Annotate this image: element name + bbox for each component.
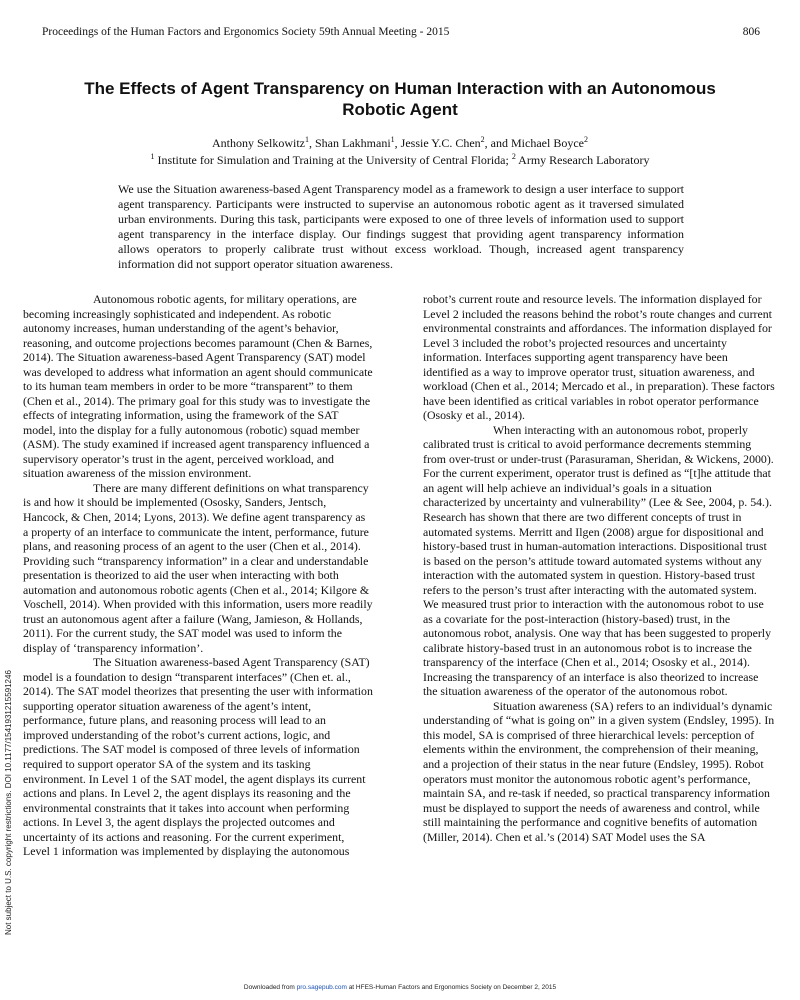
author-affil-mark: 1	[305, 135, 309, 144]
footer-link[interactable]: pro.sagepub.com	[296, 984, 347, 991]
author-separator: ,	[394, 136, 401, 150]
affil-mark: 1	[150, 152, 155, 161]
body-paragraph: When interacting with an autonomous robot, properly calibrated trust is critical to avoid performance decrements stemming from over-trust or under-trust (Parasuraman, Sheridan, & Wickens, 2000). For the current experiment, operator trust is defined as “[t]he attitude that an agent will help achieve an individual’s goals in a situation characterized by uncertainty and vulnerability” (Lee & See, 2004, p. 54.). Research has shown that there are two different concepts of trust in automated systems. Merritt and Ilgen (2008) argue for dispositional and history-based trust in human-automation interactions. Dispositional trust is based on the person’s attitude toward automated systems without any interaction with the automated system in question. History-based trust refers to the person’s trust after interacting with the automated system. We measured trust prior to interaction with the autonomous robot to use as a covariate for the post-interaction (history-based) trust, in the autonomous robot, analysis. One way that has been suggested to properly calibrate history-based trust in an autonomous robot is to increase the transparency of the interface (Chen et al., 2014; Ososky et al., 2014). Increasing the transparency of an interface is also theorized to increase the situation awareness of the operator of the autonomous robot.	[423, 422, 774, 699]
affiliation-text: Institute for Simulation and Training at the University of Central Florida;	[154, 153, 512, 167]
affil-mark: 2	[511, 152, 516, 161]
author-name: Shan Lakhmani	[315, 136, 391, 150]
author-separator: , and	[484, 136, 511, 150]
running-head: Proceedings of the Human Factors and Ergonomics Society 59th Annual Meeting - 2015	[42, 26, 450, 38]
right-column	[423, 292, 775, 844]
body-paragraph: Situation awareness (SA) refers to an individual’s dynamic understanding of “what is going on” in a given system (Endsley, 1995). In this model, SA is comprised of three hierarchical levels: perception of elements within the environment, the comprehension of their meaning, and a projection of their status in the near future (Endsley, 1995). Robot operators must monitor the autonomous robotic agent’s performance, maintain SA, and re-task if needed, so practical transparency information must be displayed to support the needs of awareness and control, while still maintaining the performance and cognitive benefits of automation (Miller, 2014). Chen et al.’s (2014) SAT Model uses the SA	[423, 698, 775, 844]
author-affil-mark: 1	[390, 135, 395, 144]
download-footer	[0, 984, 800, 991]
copyright-doi-note: Not subject to U.S. copyright restrictions. DOI 10.1177/1541931215591246	[4, 670, 13, 935]
author-name: Michael Boyce	[511, 136, 584, 150]
abstract: We use the Situation awareness-based Agent Transparency model as a framework to design a user interface to support agent transparency. Participants were instructed to supervise an autonomous robotic agent as it traversed simulated urban environments. During this task, participants were exposed to one of three levels of information used to support agent transparency in the interface display. Our findings suggest that providing agent transparency information allows operators to properly calibrate trust without excess workload. Though, increased agent transparency information did not support operator situation awareness.	[118, 182, 684, 272]
author-name: Anthony Selkowitz	[212, 136, 305, 150]
body-paragraph: Autonomous robotic agents, for military operations, are becoming increasingly sophisticated and independent. As robotic autonomy increases, human understanding of the agent’s behavior, reasoning, and outcome projections becomes paramount (Chen & Barnes, 2014). The Situation awareness-based Agent Transparency (SAT) model was developed to address what information an agent should communicate to its human team members in order to be more “transparent” to them (Chen et al., 2014). The primary goal for this study was to investigate the effects of integrating information, using the framework of the SAT model, into the display for a fully autonomous (robotic) squad member (ASM). The study examined if increased agent transparency influenced a supervisory operator’s trust in the agent, perceived workload, and situation awareness of the mission environment.	[23, 292, 373, 481]
paper-title: The Effects of Agent Transparency on Human Interaction with an Autonomous Robotic Agent	[84, 79, 716, 119]
left-column	[23, 292, 373, 859]
affiliations	[60, 153, 740, 168]
footer-suffix: at HFES-Human Factors and Ergonomics Society on December 2, 2015	[346, 984, 557, 991]
author-name: Jessie Y.C. Chen	[400, 136, 481, 150]
body-paragraph-continued: robot’s current route and resource levels. The information displayed for Level 2 included the reasons behind the robot’s route changes and current environmental constraints and affordances. The information displayed for Level 3 included the robot’s projected resources and uncertainty information. Interfaces supporting agent transparency have been identified as a way to improve operator trust, situation awareness, and workload (Chen et al., 2014; Mercado et al., in preparation). These factors have been identified as critical variables in robot operator performance (Ososky et al., 2014).	[423, 292, 775, 423]
footer-prefix: Downloaded from	[243, 984, 297, 991]
author-affil-mark: 2	[480, 135, 485, 144]
body-paragraph: There are many different definitions on what transparency is and how it should be implemented (Ososky, Sanders, Jentsch, Hancock, & Chen, 2014; Lyons, 2013). We define agent transparency as a property of an interface to communicate the intent, performance, future plans, and reasoning process of an agent to the user (Chen et al., 2014). Providing such “transparency information” in a clear and understandable presentation is theorized to aid the user when interacting with both automation and autonomous robotic agents (Chen et al., 2014; Kilgore & Voschell, 2014). When provided with this information, users more readily trust an autonomous agent after a failure (Wang, Jamieson, & Hollands, 2011). For the current study, the SAT model was used to inform the display of ‘transparency information’.	[23, 480, 373, 655]
author-affil-mark: 2	[583, 135, 588, 144]
author-list	[60, 136, 740, 151]
page-number: 806	[742, 26, 760, 38]
body-paragraph: The Situation awareness-based Agent Transparency (SAT) model is a foundation to design “transparent interfaces” (Chen et. al., 2014). The SAT model theorizes that presenting the user with information supporting operator situation awareness of the agent’s intent, performance, future plans, and reasoning process will lead to an improved understanding of the robot’s current actions, logic, and predictions. The SAT model is composed of three levels of information required to support operator SA of the system and its tasking environment. In Level 1 of the SAT model, the agent displays its current actions and plans. In Level 2, the agent displays its reasoning and the environmental constraints that it takes into account when performing actions. In Level 3, the agent displays the projected outcomes and uncertainty of its actions and reasoning. For the current experiment, Level 1 information was implemented by displaying the autonomous	[23, 655, 373, 859]
author-separator: ,	[309, 136, 315, 150]
affiliation-text: Army Research Laboratory	[515, 153, 650, 167]
